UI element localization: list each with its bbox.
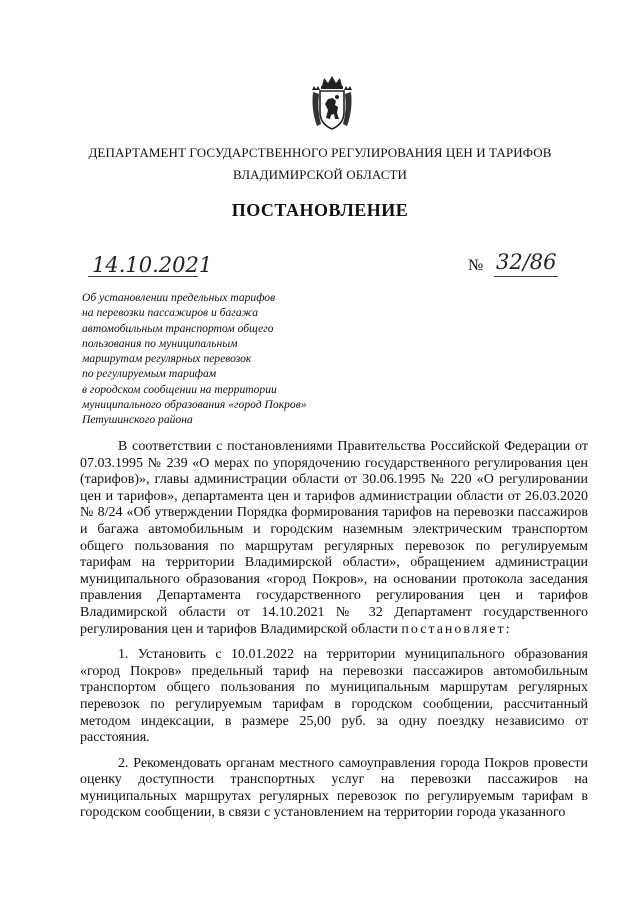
subject-line: пользования по муниципальным (82, 336, 238, 350)
document-number: 32/86 (496, 250, 557, 274)
subject-line: по регулируемым тарифам (82, 367, 217, 381)
subject-line: Петушинского района (82, 413, 193, 427)
document-body (80, 439, 588, 831)
subject-line: в городском сообщении на территории (82, 382, 277, 396)
subject-line: муниципального образования «город Покров» (82, 398, 307, 412)
preamble-text: В соответствии с постановлениями Правительства Российской Федерации от 07.03.1995 № 239 «О мерах по упорядочению государственного регулирования цен (тарифов)», главы администрации области от 30.06.1995 № 220 «О регулировании цен и тарифов», департамента цен и тарифов администрации области от 26.03.2020 № 8/24 «Об утверждении Порядка формирования тарифов на перевозки пассажиров и багажа автомобильным и городским наземным электрическим транспортом общего пользования по маршрутам регулярных перевозок по регулируемым тарифам на территории Владимирской области», обращением администрации муниципального образования «город Покров», на основании протокола заседания правления Департамента государственного регулирования цен и тарифов Владимирской области от 14.10.2021 № 32 Департамент государственного регулирования цен и тарифов Владимирской области (80, 439, 588, 637)
document-type-title: ПОСТАНОВЛЕНИЕ (231, 200, 409, 220)
subject-line: Об установлении предельных тарифов (82, 291, 276, 304)
subject-line: автомобильным транспортом общего (82, 321, 274, 335)
number-underline (494, 276, 558, 277)
department-name-line1: ДЕПАРТАМЕНТ ГОСУДАРСТВЕННОГО РЕГУЛИРОВАНИЯ ЦЕН И ТАРИФОВ (88, 145, 552, 160)
resolution-keyword: постановляет: (401, 621, 512, 637)
document-subject (82, 290, 342, 428)
body-paragraph-preamble (80, 439, 588, 638)
department-name-line2: ВЛАДИМИРСКОЙ ОБЛАСТИ (232, 167, 408, 182)
number-label: № (468, 257, 484, 274)
vladimir-coat-of-arms-icon (309, 74, 355, 132)
date-underline (88, 276, 198, 277)
body-paragraph-item-1: 1. Установить с 10.01.2022 на территории муниципального образования «город Покров» предельный тариф на перевозки пассажиров автомобильным транспортом общего пользования по муниципальным маршрутам регулярных перевозок по регулируемым тарифам в городском сообщении, рассчитанный методом индексации, в размере 25,00 руб. за одну поездку независимо от расстояния. (80, 647, 588, 746)
document-date: 14.10.2021 (92, 253, 213, 277)
body-paragraph-item-2: 2. Рекомендовать органам местного самоуправления города Покров провести оценку доступности транспортных услуг на перевозки пассажиров на муниципальных маршрутах регулярных перевозок по регулируемым тарифам в городском сообщении, в связи с установлением на территории города указанного (80, 755, 588, 821)
subject-line: маршрутам регулярных перевозок (82, 352, 252, 366)
subject-line: на перевозки пассажиров и багажа (82, 306, 259, 320)
